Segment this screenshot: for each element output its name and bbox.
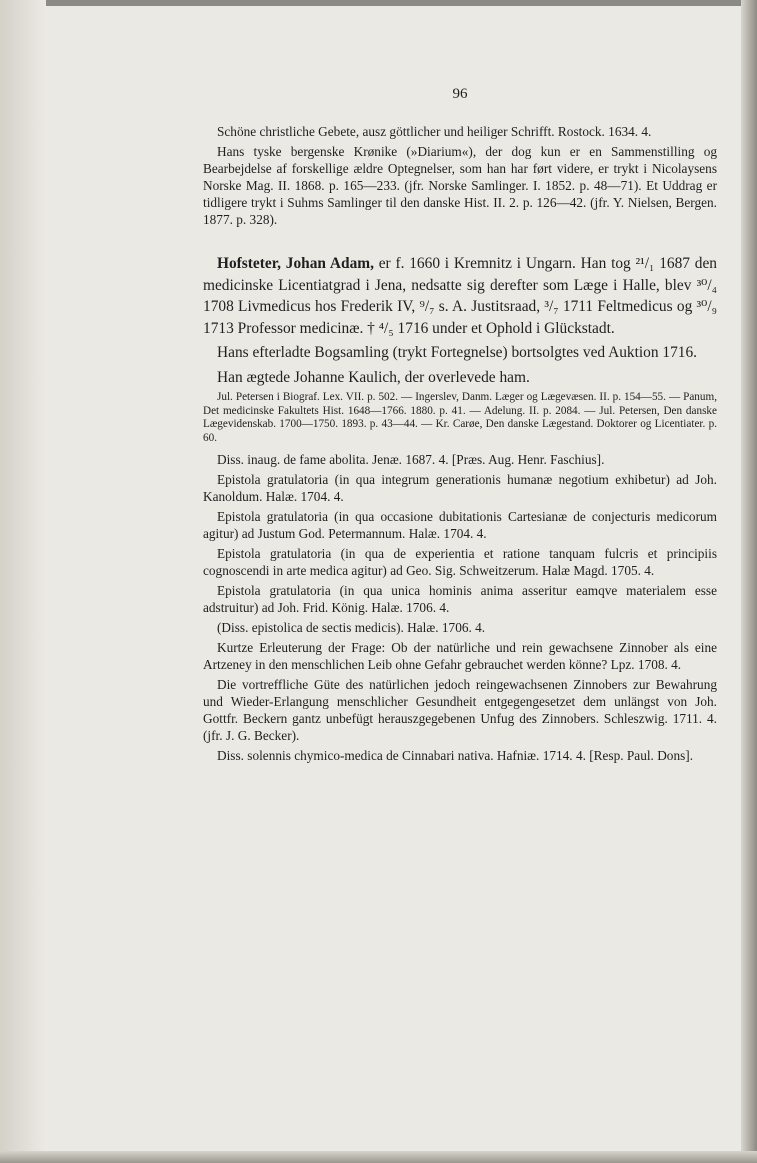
work-diss-solennis: Diss. solennis chymico-medica de Cinnabari nativa. Hafniæ. 1714. 4. [Resp. Paul. Dons]. [217,748,694,763]
work-kurtze-erleuterung: Kurtze Erleuterung der Frage: Ob der natürliche und rein gewachsene Zinnober als eine Artzeney in den menschlichen Leib ohne Gefahr gebrauchet werden könne? Lpz. 1708. 4. [203,640,717,672]
work-epistola-1: Epistola gratulatoria (in qua integrum generationis humanæ negotium exhibetur) ad Joh. Kanoldum. Halæ. 1704. 4. [203,472,717,504]
page-left-edge [0,0,46,1163]
page-number: 96 [452,86,468,102]
entry-bio-text: er f. 1660 i Kremnitz i Ungarn. Han tog ²¹/₁ 1687 den medicinske Licentiatgrad i Jena, nedsatte sig derefter som Læge i Halle, blev ³⁰/₄ 1708 Livmedicus hos Frederik IV, ⁹/₇ s. A. Justitsraad, ³/₇ 1711 Feltmedicus og ³⁰/₉ 1713 Professor medicinæ. † ⁴/₅ 1716 under et Ophold i Glückstadt. [203,255,717,337]
work-epistola-4: Epistola gratulatoria (in qua unica hominis anima asseritur eamqve materialem esse adstruitur) ad Joh. Frid. König. Halæ. 1706. 4. [203,583,717,615]
paragraph-bergenske-kroenike: Hans tyske bergenske Krønike (»Diarium«), der dog kun er en Sammenstilling og Bearbejdelse af forskellige ældre Optegnelser, som han har ført videre, er trykt i Nicolaysens Norske Mag. II. 1868. p. 165—233. (jfr. Norske Samlinger. I. 1852. p. 48—71). Et Uddrag er tidligere trykt i Suhms Samlinger til den danske Hist. II. 2. p. 126—42. (jfr. Y. Nielsen, Bergen. 1877. p. 328). [203,144,717,227]
work-vortreffliche-guete: Die vortreffliche Güte des natürlichen jedoch reingewachsenen Zinnobers zur Bewahrung und Wieder-Erlangung menschlicher Gesundheit entgegengesetzet dem unlängst von Joh. Gottfr. Beckern gantz unbefügt herauszgegebenen Unfug des Zinnobers. Schleszwig. 1711. 4. (jfr. J. G. Becker). [203,677,717,743]
page-right-edge [741,0,757,1163]
work-epistola-2: Epistola gratulatoria (in qua occasione dubitationis Cartesianæ de conjecturis medicorum agitur) ad Justum God. Petermannum. Halæ. 1704. 4. [203,509,717,541]
paragraph-aegtede: Han ægtede Johanne Kaulich, der overlevede ham. [217,368,530,386]
work-diss-epistolica: (Diss. epistolica de sectis medicis). Halæ. 1706. 4. [217,620,486,635]
section-gap [203,231,717,253]
work-epistola-3: Epistola gratulatoria (in qua de experientia et ratione tanquam fulcris et principiis cognoscendi in arte medica agitur) ad Geo. Sig. Schweitzerum. Halæ Magd. 1705. 4. [203,546,717,578]
paragraph-schoene-gebete: Schöne christliche Gebete, ausz göttlicher und heiliger Schrifft. Rostock. 1634. 4. [217,124,652,139]
paragraph-bogsamling: Hans efterladte Bogsamling (trykt Fortegnelse) bortsolgtes ved Auktion 1716. [217,344,698,361]
page-bottom-edge [0,1151,757,1163]
entry-name: Hofsteter, Johan Adam, [217,255,374,272]
page-content [203,86,717,767]
entry-hofsteter-bio [203,253,717,339]
work-diss-inaug: Diss. inaug. de fame abolita. Jenæ. 1687. 4. [Præs. Aug. Henr. Faschius]. [217,452,605,467]
references-block: Jul. Petersen i Biograf. Lex. VII. p. 502. — Ingerslev, Danm. Læger og Lægevæsen. II. p. 154—55. — Panum, Det medicinske Fakultets Hist. 1648—1766. 1880. p. 41. — Adelung. II. p. 2084. — Jul. Petersen, Den danske Lægevidenskab. 1700—1750. 1893. p. 43—44. — Kr. Carøe, Den danske Lægestand. Doktorer og Licentiater. p. 60. [203,391,717,444]
page-top-edge [0,0,757,6]
